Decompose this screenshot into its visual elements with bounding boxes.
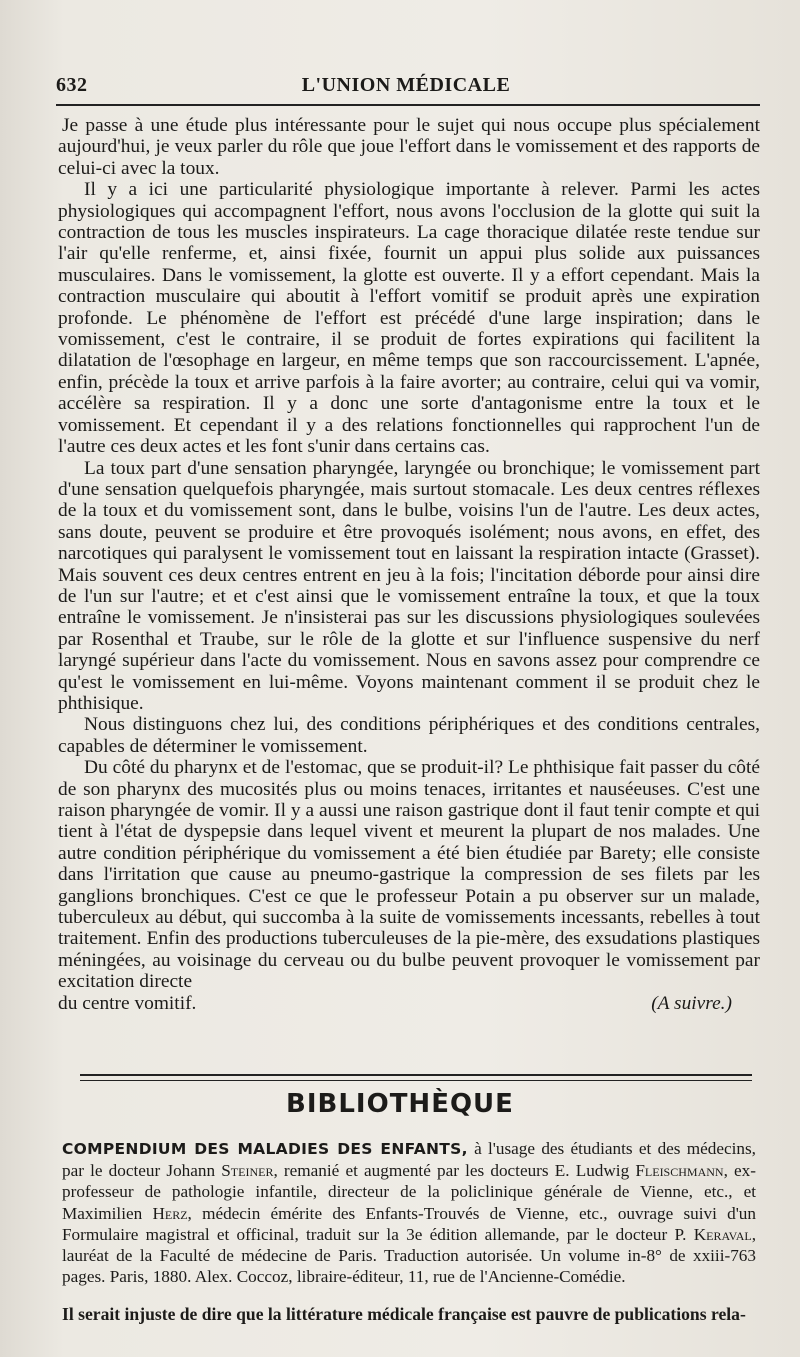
header-rule (56, 104, 760, 106)
review-opening-line: Il serait injuste de dire que la littérature médicale française est pauvre de publications rela- (62, 1304, 746, 1324)
article-last-line: du centre vomitif. (58, 992, 197, 1014)
article-paragraph: Je passe à une étude plus intéressante pour le sujet qui nous occupe plus spécialement aujourd'hui, je veux parler du rôle que joue l'effort dans le vomissement et des rapports de celui-ci avec la toux. (58, 115, 760, 179)
running-head (56, 72, 756, 102)
article-signoff (58, 993, 760, 1014)
page-number: 632 (56, 74, 88, 96)
book-citation (62, 1138, 756, 1287)
citation-text: à l'usage des étudiants et des médecins, par le docteur Johann (62, 1139, 756, 1181)
author-name: Herz (152, 1203, 188, 1223)
author-name: Fleischmann (635, 1161, 724, 1181)
article-paragraph: Du côté du pharynx et de l'estomac, que se produit-il? Le phthisique fait passer du côté de son pharynx des mucosités plus ou moins tenaces, irritantes et nauséeuses. C'est une raison pharyngée de vomir. Il y a aussi une raison gastrique dont il faut tenir compte et qui tient à l'état de dyspepsie dans lequel vivent et meurent la plupart de nos malades. Une autre condition périphérique du vomissement a été bien étudiée par Barety; elle consiste dans l'irritation que cause au pneumo-gastrique la compression de ses filets par les ganglions bronchiques. C'est ce que le professeur Potain a pu observer sur un malade, tuberculeux au début, qui succomba à la suite de vomissements incessants, rebelles à tout traitement. Enfin des productions tuberculeuses de la pie-mère, des exsudations plastiques méningées, au voisinage du cerveau ou du bulbe peuvent provoquer le vomissement par excitation directe (58, 757, 760, 993)
article-paragraph: Nous distinguons chez lui, des conditions périphériques et des conditions centrales, capables de déterminer le vomissement. (58, 714, 760, 757)
to-be-continued: (A suivre.) (651, 992, 732, 1014)
journal-title: L'UNION MÉDICALE (301, 74, 511, 96)
article-paragraph: Il y a ici une particularité physiologique importante à relever. Parmi les actes physiologiques qui accompagnent l'effort, nous avons l'occlusion de la glotte qui suit la contraction de tous les muscles inspirateurs. La cage thoracique dilatée reste tendue sur l'air qu'elle renferme, et, ainsi fixée, fournit un appui plus solide aux puissances musculaires. Dans le vomissement, la glotte est ouverte. Il y a effort cependant. Mais la contraction musculaire qui aboutit à l'effort vomitif se produit après une expiration profonde. Le phénomène de l'effort est précédé d'une large inspiration; dans le vomissement, c'est le contraire, il se produit de fortes expirations qui facilitent la dilatation de l'œsophage en largeur, en même temps que son raccourcissement. L'apnée, enfin, précède la toux et arrive parfois à la faire avorter; au contraire, celui qui va vomir, accélère sa respiration. Il y a donc une sorte d'antagonisme entre la toux et le vomissement. Et cependant il y a des relations fonctionnelles qui rapprochent l'un de l'autre ces deux actes et les font s'unir dans certains cas. (58, 179, 760, 458)
section-title: BIBLIOTHÈQUE (286, 1089, 514, 1119)
citation-text: , remanié et augmenté par les docteurs E. Ludwig (273, 1161, 636, 1181)
article-body (58, 115, 760, 1014)
citation-text: , ex-professeur de pathologie infantile, directeur de la policlinique générale de Vienne, etc., et Maximilien (62, 1161, 756, 1223)
author-name: Steiner (221, 1161, 274, 1181)
book-title: COMPENDIUM DES MALADIES DES ENFANTS, (62, 1140, 468, 1158)
citation-text: , médecin émérite des Enfants-Trouvés de Vienne, etc., ouvrage suivi d'un Formulaire magistral et officinal, traduit sur la 3e édition allemande, par le docteur P. (62, 1203, 756, 1244)
article-paragraph: La toux part d'une sensation pharyngée, laryngée ou bronchique; le vomissement part d'une sensation quelquefois pharyngée, mais surtout stomacale. Les deux centres réflexes de la toux et du vomissement sont, dans le bulbe, voisins l'un de l'autre. Les deux actes, sans doute, peuvent se produire et être provoqués isolément; nous avons, en effet, des narcotiques qui paralysent le vomissement tout en laissant la respiration intacte (Grasset). Mais souvent ces deux centres entrent en jeu à la fois; l'incitation déborde pour ainsi dire de l'un sur l'autre; et et c'est ainsi que le vomissement entraîne la toux, et que la toux entraîne le vomissement. Je n'insisterai pas sur les discussions physiologiques soulevées par Rosenthal et Traube, sur le rôle de la glotte et sur l'influence suspensive du nerf laryngé supérieur dans l'acte du vomissement. Nous en savons assez pour comprendre ce qu'est le vomissement en lui-même. Voyons maintenant comment il se produit chez le phthisique. (58, 457, 760, 714)
author-name: Keraval (693, 1224, 752, 1244)
section-divider (80, 1074, 752, 1081)
citation-text: , lauréat de la Faculté de médecine de Paris. Traduction autorisée. Un volume in-8° de xxiii-763 pages. Paris, 1880. Alex. Coccoz, libraire-éditeur, 11, rue de l'Ancienne-Comédie. (62, 1224, 756, 1287)
